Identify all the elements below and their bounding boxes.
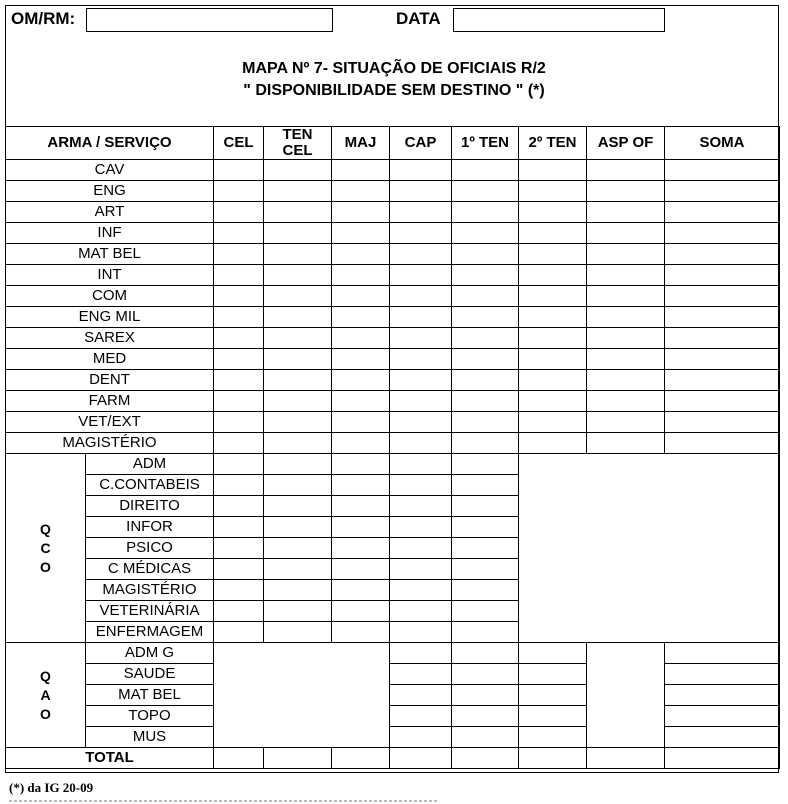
data-label: DATA	[396, 9, 441, 28]
entry-cell[interactable]	[665, 748, 780, 769]
entry-cell[interactable]	[452, 202, 519, 223]
row-label: ART	[6, 202, 214, 223]
qco-letter: O	[40, 558, 51, 575]
total-row	[6, 748, 780, 769]
entry-cell[interactable]	[587, 244, 665, 265]
entry-cell[interactable]	[332, 349, 390, 370]
entry-cell[interactable]	[390, 307, 452, 328]
entry-cell[interactable]	[587, 223, 665, 244]
entry-cell[interactable]	[214, 580, 264, 601]
map-title-line1: MAPA Nº 7- SITUAÇÃO DE OFICIAIS R/2	[242, 60, 546, 77]
row-label: ENG MIL	[6, 307, 214, 328]
entry-cell[interactable]	[264, 391, 332, 412]
entry-cell[interactable]	[332, 433, 390, 454]
entry-cell[interactable]	[390, 265, 452, 286]
table-row	[6, 349, 780, 370]
entry-cell[interactable]	[452, 370, 519, 391]
row-label: MAT BEL	[86, 685, 214, 706]
col-cel: CEL	[214, 127, 264, 160]
table-row	[6, 265, 780, 286]
entry-cell[interactable]	[452, 265, 519, 286]
entry-cell[interactable]	[264, 748, 332, 769]
row-label: MED	[6, 349, 214, 370]
entry-cell[interactable]	[390, 160, 452, 181]
entry-cell[interactable]	[332, 370, 390, 391]
row-label: ENFERMAGEM	[86, 622, 214, 643]
entry-cell[interactable]	[390, 433, 452, 454]
entry-cell[interactable]	[390, 328, 452, 349]
header-row	[6, 127, 780, 160]
entry-cell[interactable]	[264, 181, 332, 202]
entry-cell[interactable]	[390, 181, 452, 202]
entry-cell[interactable]	[519, 349, 587, 370]
row-label: C MÉDICAS	[86, 559, 214, 580]
row-label: INFOR	[86, 517, 214, 538]
entry-cell[interactable]	[519, 643, 587, 664]
entry-cell[interactable]	[264, 622, 332, 643]
entry-cell[interactable]	[665, 223, 780, 244]
entry-cell[interactable]	[214, 391, 264, 412]
table-row	[6, 244, 780, 265]
entry-cell[interactable]	[390, 517, 452, 538]
entry-cell[interactable]	[587, 181, 665, 202]
entry-cell[interactable]	[519, 223, 587, 244]
entry-cell[interactable]	[452, 727, 519, 748]
entry-cell[interactable]	[587, 349, 665, 370]
entry-cell[interactable]	[214, 601, 264, 622]
entry-cell[interactable]	[332, 454, 390, 475]
col-1-ten: 1º TEN	[452, 127, 519, 160]
qco-group-label	[6, 454, 86, 643]
blank-area	[214, 643, 390, 748]
entry-cell[interactable]	[665, 202, 780, 223]
entry-cell[interactable]	[519, 685, 587, 706]
col-ten-cel-line2: CEL	[282, 142, 313, 159]
entry-cell[interactable]	[332, 307, 390, 328]
entry-cell[interactable]	[587, 160, 665, 181]
entry-cell[interactable]	[519, 244, 587, 265]
entry-cell[interactable]	[264, 517, 332, 538]
row-label: INT	[6, 265, 214, 286]
row-label: CAV	[6, 160, 214, 181]
entry-cell[interactable]	[214, 223, 264, 244]
entry-cell[interactable]	[587, 286, 665, 307]
row-label: VETERINÁRIA	[86, 601, 214, 622]
entry-cell[interactable]	[587, 328, 665, 349]
entry-cell[interactable]	[452, 622, 519, 643]
entry-cell[interactable]	[665, 643, 780, 664]
row-label: VET/EXT	[6, 412, 214, 433]
blank-area	[587, 643, 665, 748]
entry-cell[interactable]	[214, 475, 264, 496]
entry-cell[interactable]	[332, 496, 390, 517]
entry-cell[interactable]	[214, 328, 264, 349]
entry-cell[interactable]	[390, 538, 452, 559]
entry-cell[interactable]	[214, 748, 264, 769]
entry-cell[interactable]	[390, 349, 452, 370]
om-rm-label: OM/RM:	[11, 9, 76, 28]
entry-cell[interactable]	[390, 727, 452, 748]
entry-cell[interactable]	[452, 580, 519, 601]
entry-cell[interactable]	[452, 244, 519, 265]
entry-cell[interactable]	[452, 349, 519, 370]
row-label: DENT	[6, 370, 214, 391]
table-row	[6, 307, 780, 328]
entry-cell[interactable]	[587, 202, 665, 223]
entry-cell[interactable]	[214, 433, 264, 454]
entry-cell[interactable]	[519, 286, 587, 307]
entry-cell[interactable]	[452, 307, 519, 328]
total-label: TOTAL	[6, 748, 214, 769]
entry-cell[interactable]	[452, 748, 519, 769]
entry-cell[interactable]	[332, 244, 390, 265]
entry-cell[interactable]	[332, 181, 390, 202]
entry-cell[interactable]	[214, 244, 264, 265]
entry-cell[interactable]	[665, 685, 780, 706]
col-ten-cel	[264, 127, 332, 160]
entry-cell[interactable]	[214, 496, 264, 517]
entry-cell[interactable]	[665, 370, 780, 391]
row-label: MAT BEL	[6, 244, 214, 265]
entry-cell[interactable]	[264, 349, 332, 370]
footnote: (*) da IG 20-09	[9, 780, 94, 795]
entry-cell[interactable]	[332, 223, 390, 244]
entry-cell[interactable]	[214, 307, 264, 328]
table-row	[6, 454, 780, 475]
qao-group-label	[6, 643, 86, 748]
entry-cell[interactable]	[452, 685, 519, 706]
entry-cell[interactable]	[332, 538, 390, 559]
entry-cell[interactable]	[264, 265, 332, 286]
data-field[interactable]	[453, 8, 665, 32]
entry-cell[interactable]	[390, 475, 452, 496]
entry-cell[interactable]	[332, 286, 390, 307]
entry-cell[interactable]	[519, 412, 587, 433]
blank-area	[519, 454, 780, 643]
entry-cell[interactable]	[214, 202, 264, 223]
entry-cell[interactable]	[264, 307, 332, 328]
entry-cell[interactable]	[452, 517, 519, 538]
row-label: DIREITO	[86, 496, 214, 517]
entry-cell[interactable]	[587, 391, 665, 412]
row-label: FARM	[6, 391, 214, 412]
entry-cell[interactable]	[390, 223, 452, 244]
entry-cell[interactable]	[665, 433, 780, 454]
entry-cell[interactable]	[390, 496, 452, 517]
entry-cell[interactable]	[519, 706, 587, 727]
entry-cell[interactable]	[665, 706, 780, 727]
table-row	[6, 202, 780, 223]
entry-cell[interactable]	[665, 265, 780, 286]
entry-cell[interactable]	[390, 391, 452, 412]
entry-cell[interactable]	[519, 664, 587, 685]
table-row	[6, 412, 780, 433]
entry-cell[interactable]	[390, 685, 452, 706]
entry-cell[interactable]	[264, 580, 332, 601]
entry-cell[interactable]	[390, 244, 452, 265]
entry-cell[interactable]	[665, 244, 780, 265]
row-label: PSICO	[86, 538, 214, 559]
entry-cell[interactable]	[390, 559, 452, 580]
entry-cell[interactable]	[332, 475, 390, 496]
entry-cell[interactable]	[264, 328, 332, 349]
qco-letter: C	[40, 539, 51, 556]
entry-cell[interactable]	[264, 202, 332, 223]
col-soma: SOMA	[665, 127, 780, 160]
table-row	[6, 643, 780, 664]
qao-letter: A	[40, 686, 51, 703]
entry-cell[interactable]	[332, 748, 390, 769]
entry-cell[interactable]	[332, 391, 390, 412]
entry-cell[interactable]	[587, 412, 665, 433]
table-row	[6, 160, 780, 181]
col-2-ten: 2º TEN	[519, 127, 587, 160]
entry-cell[interactable]	[214, 160, 264, 181]
qco-letter: Q	[40, 520, 51, 537]
entry-cell[interactable]	[332, 622, 390, 643]
entry-cell[interactable]	[519, 265, 587, 286]
cut-off-text-line	[9, 798, 439, 804]
entry-cell[interactable]	[587, 433, 665, 454]
entry-cell[interactable]	[519, 307, 587, 328]
table-row	[6, 181, 780, 202]
entry-cell[interactable]	[390, 370, 452, 391]
entry-cell[interactable]	[214, 517, 264, 538]
entry-cell[interactable]	[390, 664, 452, 685]
qao-letter: Q	[40, 667, 51, 684]
entry-cell[interactable]	[452, 538, 519, 559]
entry-cell[interactable]	[519, 328, 587, 349]
entry-cell[interactable]	[332, 580, 390, 601]
row-label: INF	[6, 223, 214, 244]
entry-cell[interactable]	[264, 223, 332, 244]
entry-cell[interactable]	[665, 349, 780, 370]
entry-cell[interactable]	[452, 391, 519, 412]
entry-cell[interactable]	[587, 307, 665, 328]
col-maj: MAJ	[332, 127, 390, 160]
col-arma-servico: ARMA / SERVIÇO	[6, 127, 214, 160]
table-row	[6, 223, 780, 244]
entry-cell[interactable]	[214, 538, 264, 559]
entry-cell[interactable]	[214, 349, 264, 370]
entry-cell[interactable]	[452, 181, 519, 202]
entry-cell[interactable]	[519, 370, 587, 391]
entry-cell[interactable]	[264, 160, 332, 181]
entry-cell[interactable]	[452, 433, 519, 454]
officers-table	[5, 126, 780, 769]
entry-cell[interactable]	[390, 706, 452, 727]
entry-cell[interactable]	[332, 412, 390, 433]
entry-cell[interactable]	[390, 748, 452, 769]
col-cap: CAP	[390, 127, 452, 160]
entry-cell[interactable]	[390, 412, 452, 433]
row-label: ADM	[86, 454, 214, 475]
entry-cell[interactable]	[214, 370, 264, 391]
entry-cell[interactable]	[452, 664, 519, 685]
entry-cell[interactable]	[264, 559, 332, 580]
entry-cell[interactable]	[332, 328, 390, 349]
entry-cell[interactable]	[390, 454, 452, 475]
map-title-line2: " DISPONIBILIDADE SEM DESTINO " (*)	[243, 82, 545, 99]
entry-cell[interactable]	[264, 370, 332, 391]
entry-cell[interactable]	[390, 286, 452, 307]
row-label: MUS	[86, 727, 214, 748]
entry-cell[interactable]	[214, 559, 264, 580]
entry-cell[interactable]	[214, 454, 264, 475]
row-label: MAGISTÉRIO	[6, 433, 214, 454]
entry-cell[interactable]	[390, 643, 452, 664]
entry-cell[interactable]	[452, 223, 519, 244]
table-row	[6, 370, 780, 391]
entry-cell[interactable]	[264, 244, 332, 265]
row-label: C.CONTABEIS	[86, 475, 214, 496]
row-label: COM	[6, 286, 214, 307]
qao-letter: O	[40, 705, 51, 722]
entry-cell[interactable]	[264, 475, 332, 496]
entry-cell[interactable]	[264, 412, 332, 433]
entry-cell[interactable]	[519, 391, 587, 412]
entry-cell[interactable]	[665, 307, 780, 328]
row-label: ENG	[6, 181, 214, 202]
entry-cell[interactable]	[665, 727, 780, 748]
entry-cell[interactable]	[214, 622, 264, 643]
entry-cell[interactable]	[390, 601, 452, 622]
entry-cell[interactable]	[665, 391, 780, 412]
entry-cell[interactable]	[519, 181, 587, 202]
entry-cell[interactable]	[452, 706, 519, 727]
table-row	[6, 433, 780, 454]
entry-cell[interactable]	[452, 412, 519, 433]
entry-cell[interactable]	[519, 433, 587, 454]
col-asp-of: ASP OF	[587, 127, 665, 160]
entry-cell[interactable]	[452, 559, 519, 580]
entry-cell[interactable]	[332, 160, 390, 181]
entry-cell[interactable]	[332, 601, 390, 622]
entry-cell[interactable]	[519, 748, 587, 769]
entry-cell[interactable]	[519, 160, 587, 181]
entry-cell[interactable]	[452, 601, 519, 622]
entry-cell[interactable]	[264, 538, 332, 559]
entry-cell[interactable]	[665, 664, 780, 685]
entry-cell[interactable]	[214, 412, 264, 433]
entry-cell[interactable]	[390, 202, 452, 223]
entry-cell[interactable]	[452, 643, 519, 664]
entry-cell[interactable]	[452, 475, 519, 496]
entry-cell[interactable]	[332, 202, 390, 223]
entry-cell[interactable]	[390, 580, 452, 601]
entry-cell[interactable]	[452, 160, 519, 181]
entry-cell[interactable]	[390, 622, 452, 643]
entry-cell[interactable]	[264, 496, 332, 517]
row-label: SAREX	[6, 328, 214, 349]
entry-cell[interactable]	[665, 286, 780, 307]
entry-cell[interactable]	[519, 727, 587, 748]
entry-cell[interactable]	[264, 433, 332, 454]
entry-cell[interactable]	[264, 454, 332, 475]
entry-cell[interactable]	[332, 559, 390, 580]
entry-cell[interactable]	[587, 370, 665, 391]
entry-cell[interactable]	[452, 286, 519, 307]
row-label: ADM G	[86, 643, 214, 664]
table-row	[6, 391, 780, 412]
entry-cell[interactable]	[452, 328, 519, 349]
entry-cell[interactable]	[452, 454, 519, 475]
om-rm-field[interactable]	[86, 8, 333, 32]
entry-cell[interactable]	[587, 265, 665, 286]
entry-cell[interactable]	[665, 181, 780, 202]
table-row	[6, 286, 780, 307]
entry-cell[interactable]	[587, 748, 665, 769]
entry-cell[interactable]	[264, 286, 332, 307]
entry-cell[interactable]	[264, 601, 332, 622]
entry-cell[interactable]	[519, 202, 587, 223]
col-ten-cel-line1: TEN	[282, 126, 313, 143]
entry-cell[interactable]	[332, 517, 390, 538]
row-label: MAGISTÉRIO	[86, 580, 214, 601]
entry-cell[interactable]	[665, 328, 780, 349]
entry-cell[interactable]	[332, 265, 390, 286]
row-label: SAUDE	[86, 664, 214, 685]
entry-cell[interactable]	[665, 412, 780, 433]
entry-cell[interactable]	[214, 181, 264, 202]
entry-cell[interactable]	[214, 286, 264, 307]
entry-cell[interactable]	[214, 265, 264, 286]
entry-cell[interactable]	[452, 496, 519, 517]
table-row	[6, 328, 780, 349]
entry-cell[interactable]	[665, 160, 780, 181]
row-label: TOPO	[86, 706, 214, 727]
